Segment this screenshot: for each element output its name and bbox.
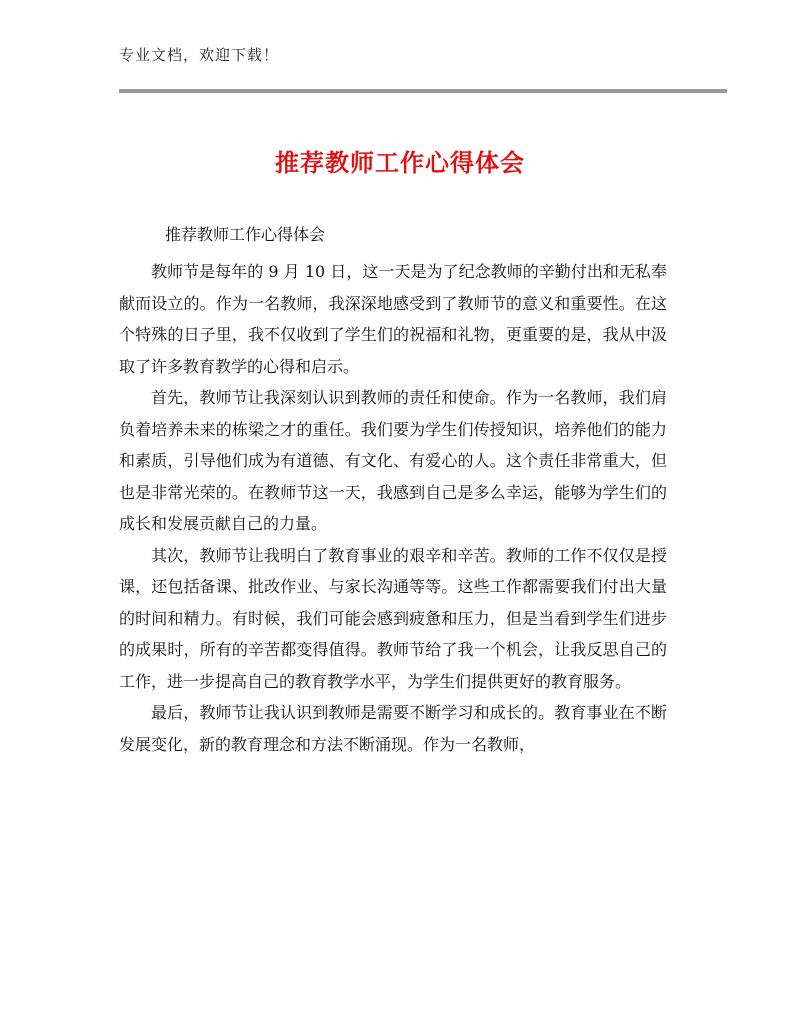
paragraph-4: 最后，教师节让我认识到教师是需要不断学习和成长的。教育事业在不断发展变化，新的教育理念和方法不断涌现。作为一名教师， (119, 703, 667, 754)
header-divider (119, 89, 727, 93)
document-title: 推荐教师工作心得体会 (275, 149, 525, 177)
paragraph-1: 教师节是每年的 9 月 10 日，这一天是为了纪念教师的辛勤付出和无私奉献而设立的。作为一名教师，我深深地感受到了教师节的意义和重要性。在这个特殊的日子里，我不仅收到了学生们的祝福和礼物，更重要的是，我从中汲取了许多教育教学的心得和启示。 (119, 262, 667, 376)
header-note: 专业文档，欢迎下载！ (119, 46, 280, 64)
document-body (119, 256, 667, 760)
paragraph-3: 其次，教师节让我明白了教育事业的艰辛和辛苦。教师的工作不仅仅是授课，还包括备课、批改作业、与家长沟通等等。这些工作都需要我们付出大量的时间和精力。有时候，我们可能会感到疲惫和压力，但是当看到学生们进步的成果时，所有的辛苦都变得值得。教师节给了我一个机会，让我反思自己的工作，进一步提高自己的教育教学水平，为学生们提供更好的教育服务。 (119, 545, 667, 691)
paragraph-2: 首先，教师节让我深刻认识到教师的责任和使命。作为一名教师，我们肩负着培养未来的栋梁之才的重任。我们要为学生们传授知识，培养他们的能力和素质，引导他们成为有道德、有文化、有爱心的人。这个责任非常重大，但也是非常光荣的。在教师节这一天，我感到自己是多么幸运，能够为学生们的成长和发展贡献自己的力量。 (119, 388, 667, 533)
document-subtitle: 推荐教师工作心得体会 (165, 225, 326, 244)
